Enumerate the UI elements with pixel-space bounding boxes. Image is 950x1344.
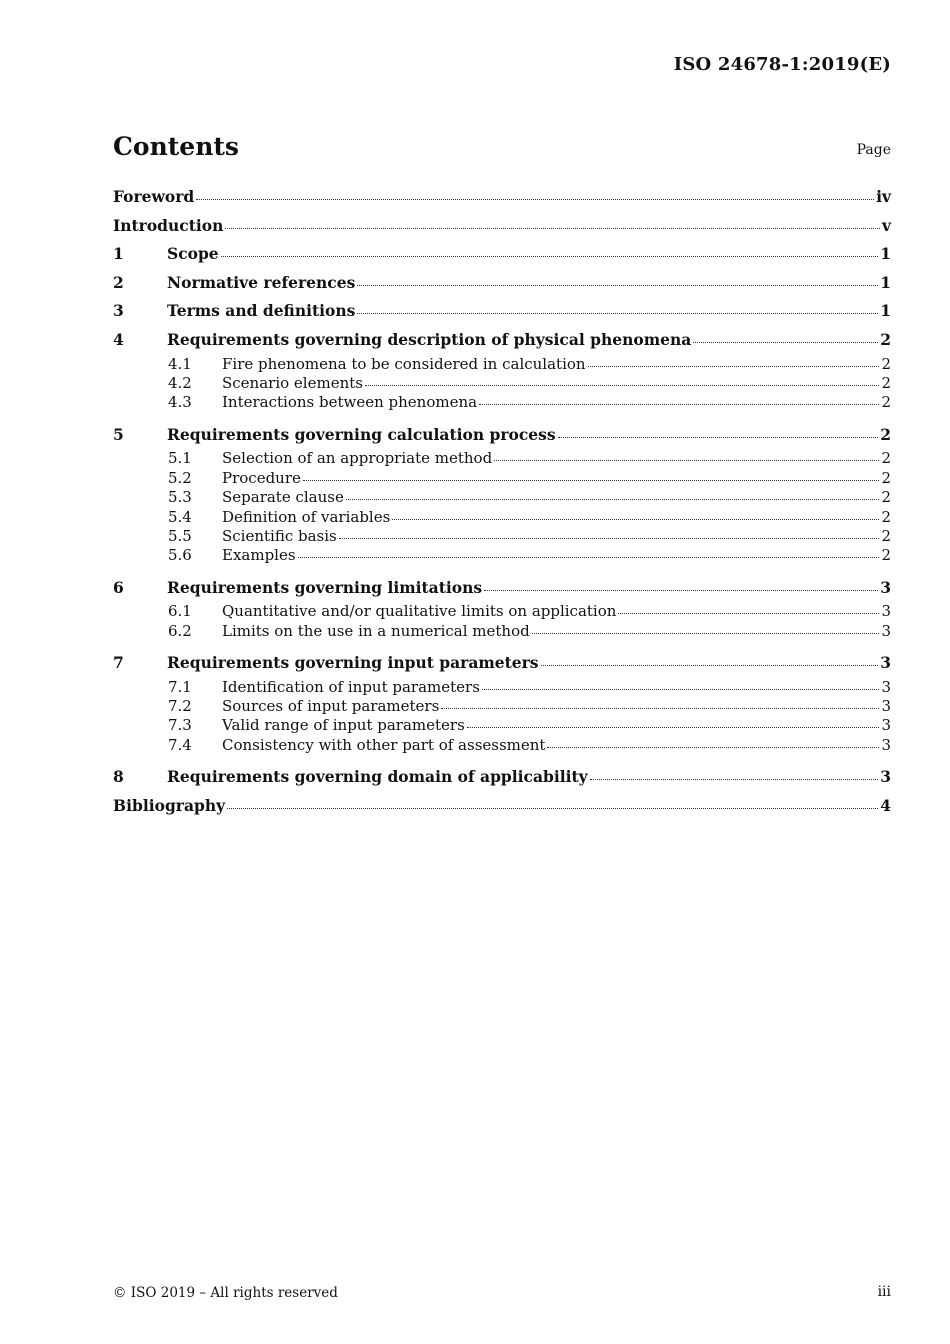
toc-entry-page: 3 [881, 602, 891, 621]
toc-entry-title: Procedure [222, 468, 301, 487]
toc-entry[interactable] [113, 736, 891, 755]
toc-entry-page: 3 [880, 577, 891, 597]
toc-entry[interactable] [113, 697, 891, 716]
toc-entry-title: Definition of variables [222, 507, 391, 526]
toc-entry-number: 6 [113, 577, 124, 597]
contents-heading: Contents [113, 132, 240, 161]
toc-entry-page: 2 [881, 488, 891, 507]
toc-dot-leader [479, 404, 879, 405]
toc-entry-page: 2 [881, 526, 891, 545]
toc-dot-leader [441, 708, 879, 709]
toc-entry-title: Quantitative and/or qualitative limits on application [222, 602, 617, 621]
toc-entry-number: 4.2 [168, 373, 192, 392]
table-of-contents [113, 183, 891, 820]
toc-entry-page: 4 [880, 795, 891, 815]
toc-dot-leader [339, 538, 880, 539]
toc-entry-title: Terms and definitions [167, 301, 356, 321]
toc-entry[interactable] [113, 716, 891, 735]
toc-entry-title: Identification of input parameters [222, 677, 480, 696]
toc-dot-leader [225, 228, 880, 229]
toc-dot-leader [618, 613, 879, 614]
toc-dot-leader [541, 665, 879, 666]
toc-entry-number: 7.2 [168, 697, 192, 716]
toc-entry-number: 7.4 [168, 735, 192, 754]
toc-entry[interactable] [113, 763, 891, 792]
toc-dot-leader [588, 366, 880, 367]
toc-entry-page: 2 [881, 373, 891, 392]
toc-entry-title: Requirements governing domain of applicability [167, 767, 588, 787]
toc-entry-number: 4 [113, 329, 124, 349]
toc-entry-page: 2 [880, 329, 891, 349]
toc-entry-page: 2 [881, 449, 891, 468]
toc-entry-page: 2 [881, 354, 891, 373]
toc-entry[interactable] [113, 183, 891, 212]
toc-dot-leader [303, 480, 880, 481]
toc-entry-page: 1 [880, 272, 891, 292]
toc-entry[interactable] [113, 602, 891, 621]
toc-entry[interactable] [113, 393, 891, 412]
toc-entry-page: 1 [880, 244, 891, 264]
toc-entry-title: Normative references [167, 272, 356, 292]
toc-dot-leader [558, 437, 879, 438]
toc-entry-number: 3 [113, 301, 124, 321]
toc-dot-leader [547, 747, 879, 748]
toc-entry-title: Separate clause [222, 488, 344, 507]
toc-entry-number: 5.4 [168, 507, 192, 526]
toc-dot-leader [392, 519, 879, 520]
toc-entry-number: 8 [113, 767, 124, 787]
toc-entry-title: Requirements governing description of physical phenomena [167, 329, 692, 349]
toc-entry-page: 3 [881, 735, 891, 754]
toc-dot-leader [494, 460, 879, 461]
document-id: ISO 24678-1:2019(E) [673, 54, 891, 75]
toc-entry-title: Introduction [113, 215, 224, 235]
toc-dot-leader [365, 385, 879, 386]
toc-entry[interactable] [113, 574, 891, 603]
toc-entry-page: 3 [881, 697, 891, 716]
toc-entry[interactable] [113, 469, 891, 488]
toc-dot-leader [357, 313, 878, 314]
toc-entry-title: Requirements governing input parameters [167, 653, 539, 673]
toc-entry-number: 6.2 [168, 621, 192, 640]
toc-entry-title: Examples [222, 546, 296, 565]
toc-entry[interactable] [113, 212, 891, 241]
toc-entry-number: 4.3 [168, 393, 192, 412]
toc-entry-page: iv [876, 187, 891, 206]
toc-entry[interactable] [113, 374, 891, 393]
toc-entry-page: 2 [880, 424, 891, 444]
toc-entry[interactable] [113, 240, 891, 269]
toc-dot-leader [221, 256, 879, 257]
toc-entry-number: 6.1 [168, 602, 192, 621]
toc-entry[interactable] [113, 527, 891, 546]
toc-entry-number: 5.3 [168, 488, 192, 507]
toc-entry-page: 2 [881, 507, 891, 526]
toc-entry[interactable] [113, 421, 891, 450]
toc-entry-title: Foreword [113, 187, 195, 206]
toc-entry-page: 2 [881, 393, 891, 412]
toc-entry-title: Valid range of input parameters [222, 716, 465, 735]
toc-entry[interactable] [113, 326, 891, 355]
toc-entry[interactable] [113, 792, 891, 821]
toc-entry-number: 7.3 [168, 716, 192, 735]
toc-entry-number: 4.1 [168, 354, 192, 373]
toc-entry[interactable] [113, 449, 891, 468]
toc-dot-leader [346, 499, 880, 500]
toc-entry-number: 5.6 [168, 546, 192, 565]
toc-entry-page: 3 [880, 767, 891, 787]
toc-entry-page: 1 [880, 301, 891, 321]
toc-entry-number: 1 [113, 244, 124, 264]
toc-entry-title: Requirements governing calculation process [167, 424, 556, 444]
toc-entry[interactable] [113, 297, 891, 326]
toc-entry-number: 5.1 [168, 449, 192, 468]
toc-entry[interactable] [113, 546, 891, 565]
toc-entry-title: Interactions between phenomena [222, 393, 478, 412]
toc-entry-title: Consistency with other part of assessment [222, 735, 546, 754]
footer-copyright: © ISO 2019 – All rights reserved [113, 1285, 338, 1301]
toc-entry-page: 3 [880, 653, 891, 673]
toc-entry-number: 5.2 [168, 468, 192, 487]
toc-dot-leader [693, 342, 878, 343]
toc-entry-number: 5 [113, 424, 124, 444]
toc-entry-title: Limits on the use in a numerical method [222, 621, 530, 640]
toc-entry[interactable] [113, 355, 891, 374]
toc-dot-leader [467, 727, 880, 728]
toc-entry[interactable] [113, 508, 891, 527]
toc-entry-page: 2 [881, 468, 891, 487]
toc-entry-page: 3 [881, 716, 891, 735]
toc-entry-title: Scope [167, 244, 219, 264]
toc-entry-number: 7 [113, 653, 124, 673]
footer-page-number: iii [877, 1284, 891, 1300]
toc-entry-title: Bibliography [113, 795, 226, 815]
toc-dot-leader [484, 590, 878, 591]
toc-entry-page: 2 [881, 546, 891, 565]
toc-entry-title: Scientific basis [222, 526, 337, 545]
toc-entry-page: 3 [881, 621, 891, 640]
toc-entry-title: Fire phenomena to be considered in calculation [222, 354, 586, 373]
toc-entry[interactable] [113, 269, 891, 298]
toc-dot-leader [227, 808, 878, 809]
toc-dot-leader [298, 557, 880, 558]
toc-entry[interactable] [113, 622, 891, 641]
toc-entry-page: v [881, 215, 891, 235]
toc-dot-leader [590, 779, 879, 780]
toc-entry[interactable] [113, 678, 891, 697]
toc-entry[interactable] [113, 488, 891, 507]
page-column-label: Page [856, 142, 891, 158]
toc-dot-leader [482, 689, 880, 690]
toc-entry-number: 2 [113, 272, 124, 292]
toc-dot-leader [196, 199, 874, 200]
toc-entry-title: Requirements governing limitations [167, 577, 483, 597]
toc-entry-title: Selection of an appropriate method [222, 449, 493, 468]
toc-entry-title: Sources of input parameters [222, 697, 440, 716]
toc-entry[interactable] [113, 649, 891, 678]
toc-entry-number: 7.1 [168, 677, 192, 696]
toc-entry-number: 5.5 [168, 526, 192, 545]
toc-dot-leader [532, 633, 880, 634]
toc-entry-page: 3 [881, 677, 891, 696]
toc-dot-leader [357, 285, 878, 286]
toc-entry-title: Scenario elements [222, 373, 363, 392]
